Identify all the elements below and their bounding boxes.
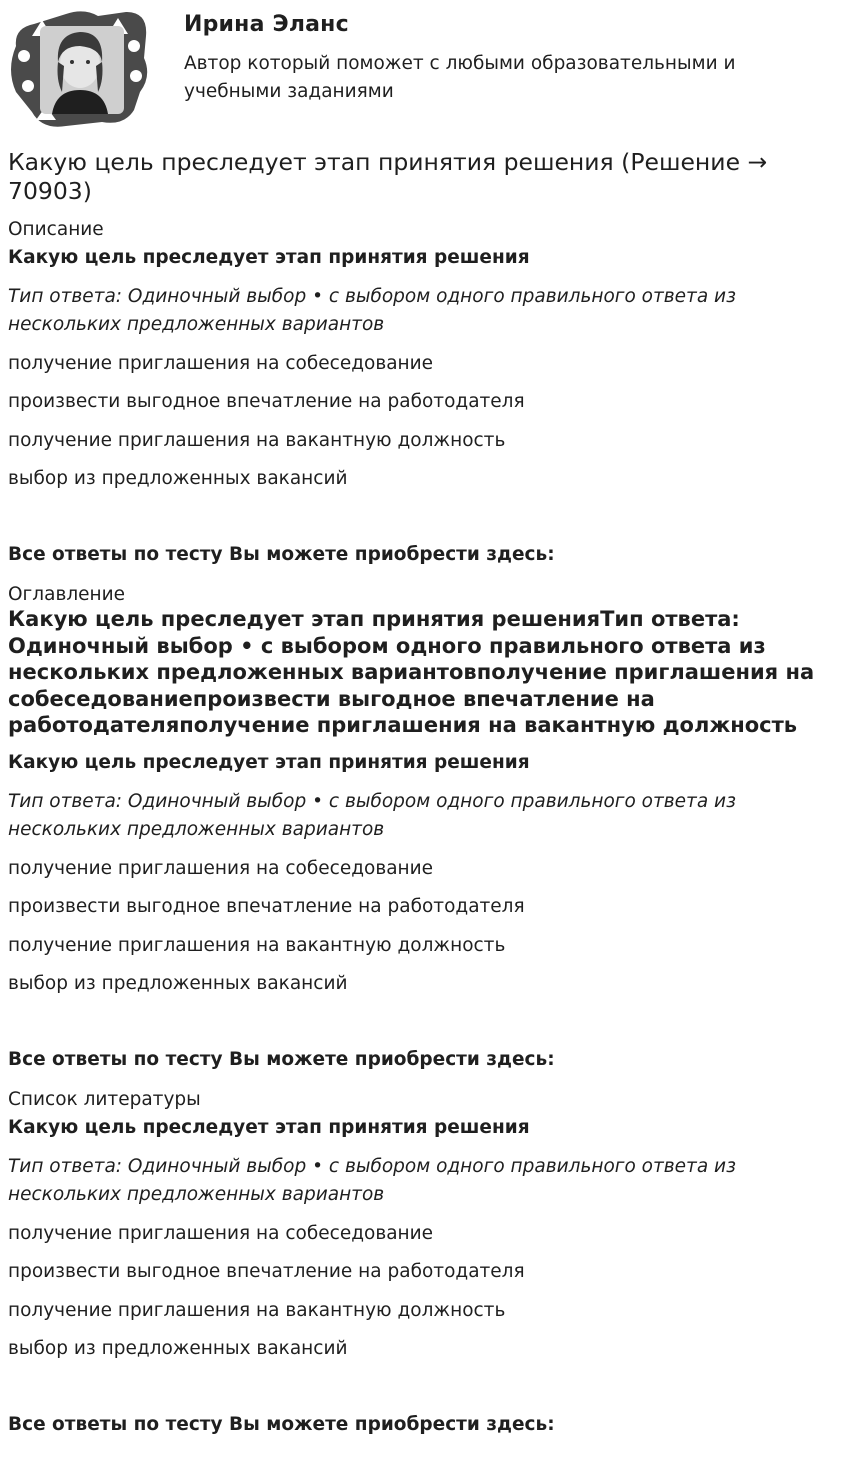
toc-heading[interactable]: Какую цель преследует этап принятия решенияТип ответа: Одиночный выбор • с выбором одного правильного ответа из нескольких предложенных вариантовполучение приглашения на собеседованиепроизвести выгодное впечатление на работодателяполучение приглашения на вакантную должность: [8, 607, 815, 737]
answer-type: Тип ответа: Одиночный выбор • с выбором одного правильного ответа из нескольких предложенных вариантов: [8, 286, 736, 335]
option-1: получение приглашения на собеседование: [8, 858, 434, 879]
buy-note: Все ответы по тесту Вы можете приобрести здесь:: [8, 544, 555, 565]
author-avatar[interactable]: [6, 6, 152, 128]
option-2: произвести выгодное впечатление на работодателя: [8, 1261, 525, 1282]
option-4: выбор из предложенных вакансий: [8, 468, 348, 489]
section-label-toc: Оглавление: [8, 584, 126, 605]
buy-note: Все ответы по тесту Вы можете приобрести здесь:: [8, 1414, 555, 1435]
option-1: получение приглашения на собеседование: [8, 1223, 434, 1244]
answer-type: Тип ответа: Одиночный выбор • с выбором одного правильного ответа из нескольких предложенных вариантов: [8, 1156, 736, 1205]
option-3: получение приглашения на вакантную должность: [8, 935, 506, 956]
author-description: Автор который поможет с любыми образовательными и учебными заданиями: [184, 53, 736, 102]
question-heading: Какую цель преследует этап принятия решения: [8, 1117, 530, 1138]
option-2: произвести выгодное впечатление на работодателя: [8, 391, 525, 412]
option-3: получение приглашения на вакантную должность: [8, 430, 506, 451]
option-3: получение приглашения на вакантную должность: [8, 1300, 506, 1321]
section-label-description: Описание: [8, 219, 104, 240]
option-4: выбор из предложенных вакансий: [8, 1338, 348, 1359]
answer-type: Тип ответа: Одиночный выбор • с выбором одного правильного ответа из нескольких предложенных вариантов: [8, 791, 736, 840]
question-heading: Какую цель преследует этап принятия решения: [8, 752, 530, 773]
question-heading: Какую цель преследует этап принятия решения: [8, 247, 530, 268]
buy-note: Все ответы по тесту Вы можете приобрести здесь:: [8, 1049, 555, 1070]
page-title: Какую цель преследует этап принятия решения (Решение → 70903): [8, 148, 768, 205]
author-name[interactable]: Ирина Эланс: [184, 12, 349, 37]
option-4: выбор из предложенных вакансий: [8, 973, 348, 994]
option-2: произвести выгодное впечатление на работодателя: [8, 896, 525, 917]
author-card: [0, 0, 847, 130]
option-1: получение приглашения на собеседование: [8, 353, 434, 374]
section-label-literature: Список литературы: [8, 1089, 201, 1110]
